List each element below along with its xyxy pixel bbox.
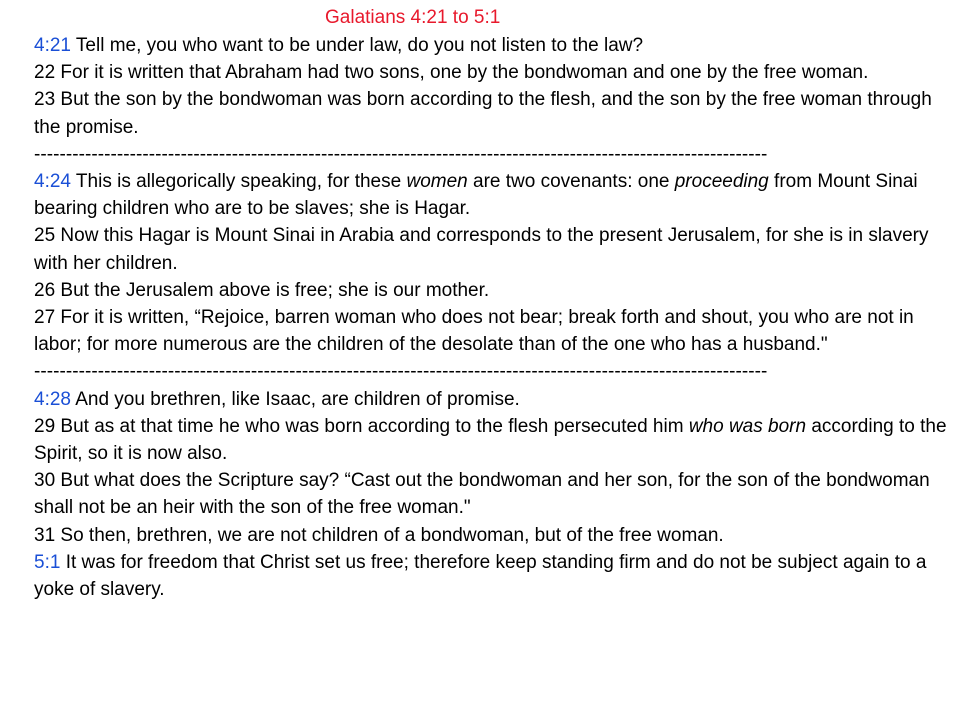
verse-4-29 bbox=[34, 413, 954, 467]
verse-text: according to the Spirit, so it is now also. bbox=[34, 415, 947, 465]
verse-text: It was for freedom that Christ set us free; therefore keep standing firm and do not be subject again to a yoke of slavery. bbox=[34, 551, 927, 601]
verse-ref: 4:21 bbox=[34, 35, 71, 56]
verse-4-31: 31 So then, brethren, we are not children of a bondwoman, but of the free woman. bbox=[34, 524, 724, 546]
verse-text: This is allegorically speaking, for these bbox=[70, 171, 407, 193]
italic-word: proceeding bbox=[674, 171, 769, 193]
verse-4-26: 26 But the Jerusalem above is free; she is our mother. bbox=[34, 279, 490, 301]
scripture-text bbox=[34, 32, 954, 603]
italic-word: women bbox=[406, 171, 468, 193]
page-title: Galatians 4:21 to 5:1 bbox=[325, 7, 501, 28]
verse-ref: 5:1 bbox=[34, 551, 61, 573]
verse-4-28 bbox=[34, 386, 954, 413]
verse-4-30: 30 But what does the Scripture say? “Cast out the bondwoman and her son, for the son of the bondwoman shall not be an heir with the son of the free woman." bbox=[34, 470, 930, 519]
verse-4-25: 25 Now this Hagar is Mount Sinai in Arabia and corresponds to the present Jerusalem, for she is in slavery with her children. bbox=[34, 225, 929, 274]
verse-text: Tell me, you who want to be under law, do you not listen to the law? bbox=[70, 35, 644, 56]
verse-4-27: 27 For it is written, “Rejoice, barren woman who does not bear; break forth and shout, you who are not in labor; for more numerous are the children of the desolate than of the one who has a husband." bbox=[34, 307, 914, 356]
verse-text: And you brethren, like Isaac, are children of promise. bbox=[70, 388, 520, 410]
verse-ref: 4:28 bbox=[34, 388, 71, 410]
verse-4-23: 23 But the son by the bondwoman was born according to the flesh, and the son by the free woman through the promise. bbox=[34, 89, 932, 138]
verse-4-22: 22 For it is written that Abraham had two sons, one by the bondwoman and one by the free woman. bbox=[34, 62, 869, 84]
verse-text: from Mount Sinai bearing children who are to be slaves; she is Hagar. bbox=[34, 171, 918, 220]
separator-line: ------------------------------------------------------------------------------------------------------------------- bbox=[34, 361, 768, 383]
italic-phrase: who was born bbox=[688, 415, 807, 437]
verse-text: 29 But as at that time he who was born according to the flesh persecuted him bbox=[34, 415, 689, 437]
verse-text: are two covenants: one bbox=[467, 171, 675, 193]
verse-4-21 bbox=[34, 32, 954, 59]
verse-5-1 bbox=[34, 549, 954, 603]
verse-4-24 bbox=[34, 168, 954, 222]
verse-ref: 4:24 bbox=[34, 171, 71, 193]
separator-line: ------------------------------------------------------------------------------------------------------------------- bbox=[34, 143, 768, 165]
